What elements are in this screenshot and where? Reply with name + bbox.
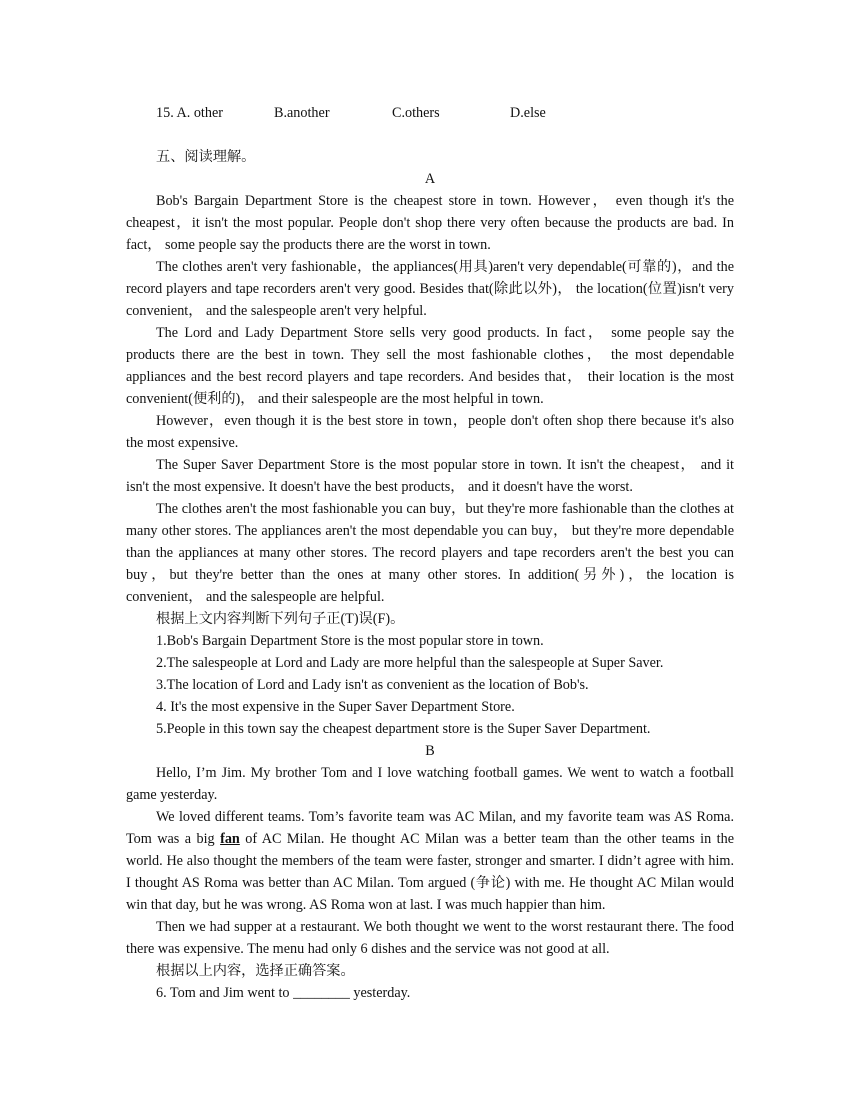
passage-a-paragraph: The clothes aren't very fashionable，the appliances(用具)aren't very dependable(可靠的)，and the record players and tape recorders aren't very good. Besides that(除此以外)， the location(位置)isn't very convenient， and the salespeople aren't very helpful. <box>126 259 734 319</box>
passage-b-instruction: 根据以上内容，选择正确答案。 <box>156 963 355 979</box>
section-heading: 五、阅读理解。 <box>156 149 256 165</box>
true-false-statement: 4. It's the most expensive in the Super Saver Department Store. <box>156 699 515 715</box>
passage-b-paragraph: Hello, I’m Jim. My brother Tom and I love watching football games. We went to watch a football game yesterday. <box>126 765 734 803</box>
reading-body <box>126 168 734 1004</box>
question-15-option-a: 15. A. other <box>156 105 223 121</box>
passage-a-paragraph: However，even though it is the best store in town，people don't often shop there because it's also the most expensive. <box>126 413 734 451</box>
passage-a-heading: A <box>424 171 436 187</box>
paragraph-text: of AC Milan. He thought AC Milan was a better team than the other teams in the world. He also thought the members of the team were faster, stronger and smarter. I didn’t agree with him. I thought AS Roma was better than AC Milan. Tom argued (争论) with me. He thought AC Milan would win that day, but he was wrong. AS Roma won at last. I was much happier than him. <box>126 831 734 913</box>
paragraph-text: We loved different teams. Tom’s favorite team was AC Milan, and my favorite team was AS Roma. Tom was a big <box>126 809 734 847</box>
passage-a-paragraph: The clothes aren't the most fashionable you can buy，but they're more fashionable than the clothes at many other stores. The appliances aren't the most dependable you can buy， but they're more dependable than the appliances at many other stores. The record players and tape recorders aren't the best you can buy，but they're better than the ones at many other stores. In addition(另外)，the location is convenient， and the salespeople are helpful. <box>126 501 734 605</box>
passage-a-paragraph: Bob's Bargain Department Store is the cheapest store in town. However， even though it's the cheapest，it isn't the most popular. People don't shop there very often because the products are bad. In fact， some people say the products there are the worst in town. <box>126 193 734 253</box>
passage-a-instruction: 根据上文内容判断下列句子正(T)误(F)。 <box>156 611 405 627</box>
underlined-word: fan <box>220 831 240 847</box>
passage-a-paragraph: The Lord and Lady Department Store sells very good products. In fact， some people say the products there are the best in town. They sell the most fashionable clothes， the most dependable appliances and the best record players and tape recorders. And besides that， their location is the most convenient(便利的)， and their salespeople are the most helpful in town. <box>126 325 734 407</box>
passage-b-paragraph: Then we had supper at a restaurant. We both thought we went to the worst restaurant there. The food there was expensive. The menu had only 6 dishes and the service was not good at all. <box>126 919 734 957</box>
passage-a-paragraph: The Super Saver Department Store is the most popular store in town. It isn't the cheapest， and it isn't the most expensive. It doesn't have the best products， and it doesn't have the worst. <box>126 457 734 495</box>
true-false-statement: 2.The salespeople at Lord and Lady are more helpful than the salespeople at Super Saver. <box>156 655 664 671</box>
true-false-statement: 1.Bob's Bargain Department Store is the most popular store in town. <box>156 633 544 649</box>
question-6: 6. Tom and Jim went to ________ yesterday. <box>156 985 411 1001</box>
question-15-option-b: B.another <box>274 105 330 121</box>
true-false-statement: 3.The location of Lord and Lady isn't as convenient as the location of Bob's. <box>156 677 589 693</box>
question-15-option-d: D.else <box>510 105 546 121</box>
true-false-statement: 5.People in this town say the cheapest department store is the Super Saver Department. <box>156 721 651 737</box>
question-15 <box>156 103 756 123</box>
passage-b-heading: B <box>425 743 435 759</box>
question-15-option-c: C.others <box>392 105 440 121</box>
passage-b-paragraph <box>126 806 734 916</box>
